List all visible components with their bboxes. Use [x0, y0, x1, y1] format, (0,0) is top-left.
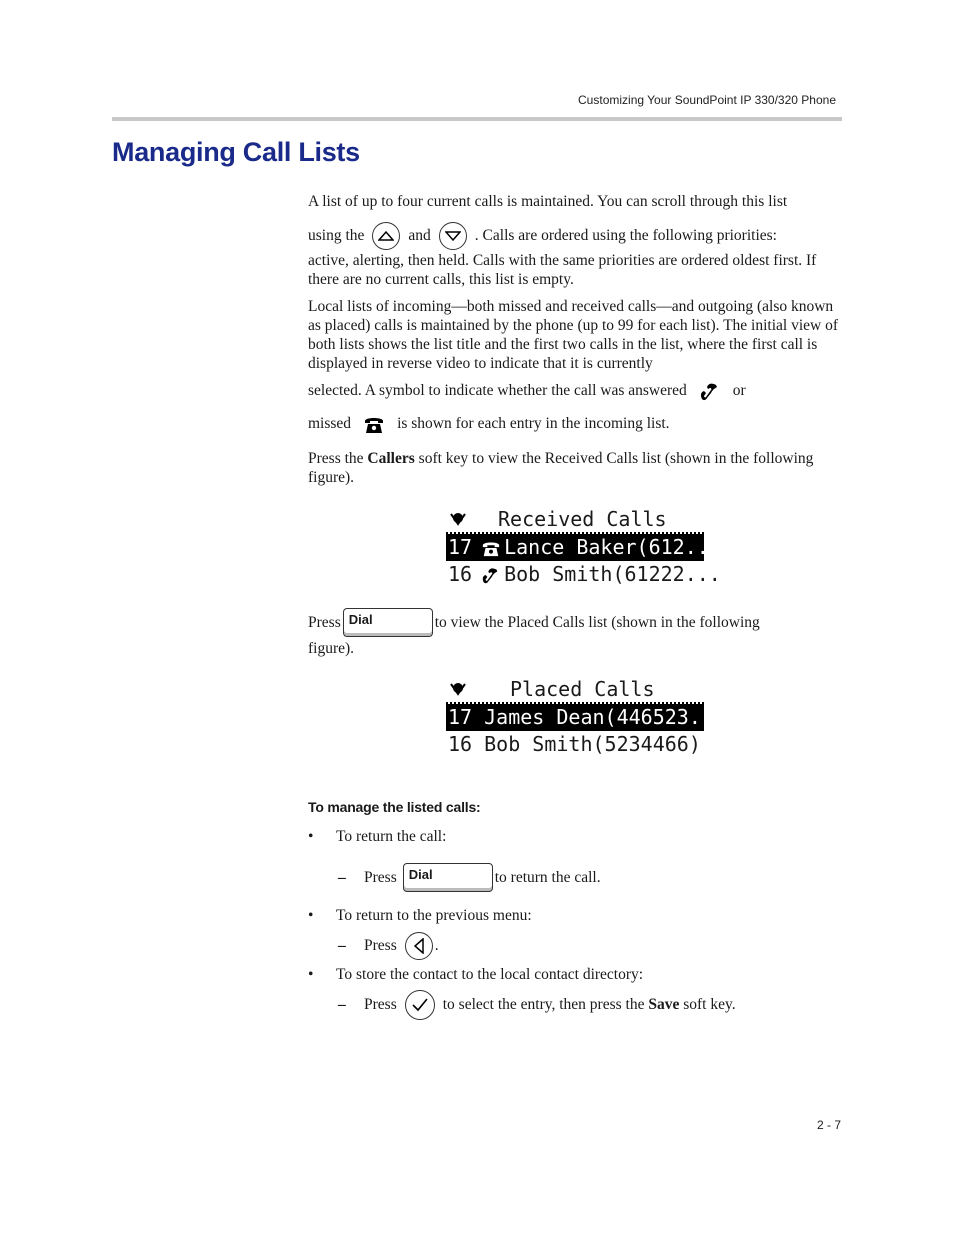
para2-missed-line	[308, 413, 670, 435]
missed-after-text: is shown for each entry in the incoming list.	[397, 415, 670, 432]
bullet-previous-menu: • To return to the previous menu:	[308, 907, 532, 924]
header-rule	[112, 117, 842, 121]
bullet-text: To return the call:	[336, 828, 447, 845]
step-press-dial: – Press Dial to return the call.	[338, 863, 601, 892]
answered-call-icon	[480, 565, 502, 585]
para1-after-icons: . Calls are ordered using the following priorities:	[474, 227, 777, 244]
para2-text: Local lists of incoming—both missed and received calls—and outgoing (also known as placed) calls is maintained by the phone (up to 99 for each list). The initial view of both lists shows the list title and the first two calls in the list, where the first call is displayed in reverse video to indicate that it is currently	[308, 298, 839, 372]
bullet-return-call: • To return the call:	[308, 828, 447, 845]
placed-calls-title: Placed Calls	[510, 676, 655, 701]
running-header: Customizing Your SoundPoint IP 330/320 Phone	[578, 93, 836, 107]
placed-calls-screen	[446, 675, 725, 758]
para4-press: Press	[308, 613, 341, 631]
caller-name: Lance Baker(612...	[504, 535, 721, 559]
list-indicator-icon	[448, 510, 468, 528]
para4-cont: figure).	[308, 640, 355, 657]
step-press-back: – Press .	[338, 932, 439, 960]
call-number: 17	[448, 535, 473, 559]
received-call-row-selected	[446, 534, 721, 561]
or-text: or	[732, 382, 746, 399]
using-the-text: using the	[308, 227, 365, 244]
and-text: and	[408, 227, 431, 244]
para4-after: to view the Placed Calls list (shown in the following	[434, 613, 760, 631]
dial-key-label: Dial	[348, 612, 373, 627]
dial-softkey-icon	[403, 863, 493, 892]
placed-call-row-selected: 17 James Dean(446523...	[448, 705, 725, 729]
step-press: Press	[364, 996, 397, 1013]
para1-line1: A list of up to four current calls is maintained. You can scroll through this list	[308, 193, 788, 210]
para4-line1	[308, 608, 760, 637]
placed-calls-title-row	[446, 675, 704, 704]
down-arrow-icon	[439, 222, 467, 250]
step-after: soft key.	[683, 996, 736, 1013]
selected-text: selected. A symbol to indicate whether the call was answered	[308, 382, 687, 399]
bullet-text: To return to the previous menu:	[336, 907, 532, 924]
save-softkey-name: Save	[648, 996, 680, 1013]
step-after: .	[434, 937, 439, 954]
left-arrow-icon	[405, 932, 433, 960]
para3	[308, 449, 842, 487]
page-title: Managing Call Lists	[112, 137, 360, 167]
bullet-text: To store the contact to the local contact directory:	[336, 966, 644, 983]
para1-line2	[308, 222, 777, 250]
received-calls-title-row	[446, 505, 704, 534]
step-press: Press	[364, 868, 397, 886]
step-mid: to select the entry, then press the	[442, 996, 645, 1013]
step-press: Press	[364, 937, 397, 954]
list-indicator-icon	[448, 680, 468, 698]
missed-call-icon	[363, 413, 385, 435]
call-number: 16	[448, 562, 473, 586]
para2-selected-line	[308, 380, 746, 402]
para3-after: soft key to view the Received Calls list (shown in the following figure).	[308, 450, 814, 486]
received-calls-title: Received Calls	[498, 506, 667, 531]
missed-call-icon	[480, 538, 502, 558]
checkmark-icon	[405, 990, 435, 1020]
para3-press-the: Press the	[308, 450, 364, 467]
received-call-row	[446, 561, 721, 588]
missed-text: missed	[308, 415, 352, 432]
step-press-select: – Press to select the entry, then press the Save soft key.	[338, 990, 736, 1020]
page-number: 2 - 7	[816, 1118, 841, 1132]
dial-softkey-icon	[343, 608, 433, 637]
callers-softkey-name: Callers	[367, 450, 415, 467]
up-arrow-icon	[372, 222, 400, 250]
dial-key-label: Dial	[408, 867, 433, 882]
answered-call-icon	[699, 380, 721, 402]
placed-call-row: 16 Bob Smith(5234466)	[448, 732, 701, 756]
procedure-heading: To manage the listed calls:	[308, 799, 481, 815]
received-calls-screen	[446, 505, 721, 588]
step-after: to return the call.	[494, 868, 601, 886]
caller-name: Bob Smith(61222...	[504, 562, 721, 586]
para1-rest: active, alerting, then held. Calls with the same priorities are ordered oldest first. If there are no current calls, this list is empty.	[308, 252, 817, 288]
bullet-store-contact: • To store the contact to the local contact directory:	[308, 966, 644, 983]
